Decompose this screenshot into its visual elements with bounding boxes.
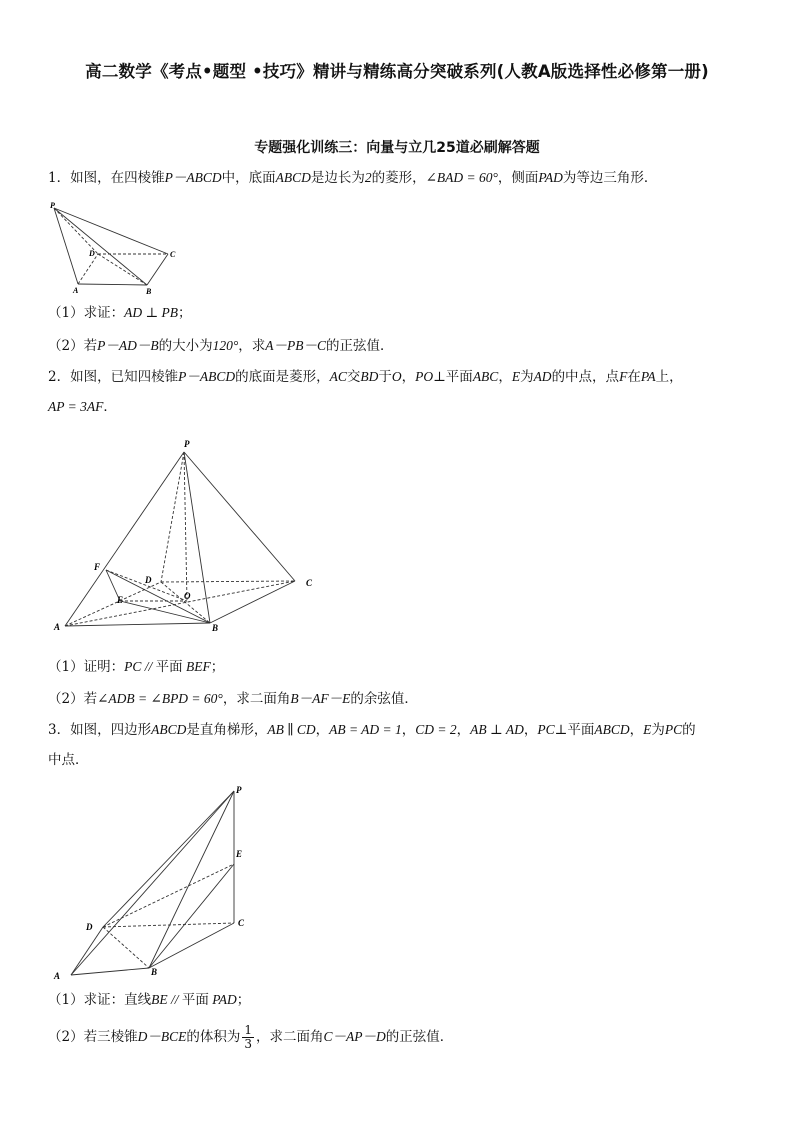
q2-label-O: O — [184, 591, 191, 601]
q2-statement: 2．如图，已知四棱锥P－ABCD的底面是菱形，AC交BD于O，PO⊥平面ABC，E为AD的中点，点F在PA上， — [48, 369, 683, 385]
q3-statement-line2: 中点． — [48, 752, 89, 768]
q2-part-1: （1）证明：PC // 平面 BEF； — [48, 659, 225, 675]
q3-part-1: （1）求证：直线BE // 平面 PAD； — [48, 992, 251, 1008]
q3-label-D: D — [86, 922, 93, 932]
q3-label-A: A — [54, 971, 61, 981]
q2-statement-line2: AP = 3AF． — [48, 399, 117, 415]
q3-label-B: B — [151, 967, 158, 977]
q2-label-P: P — [184, 439, 190, 449]
q3-pyramid-figure — [50, 782, 260, 982]
q2-part-2: （2）若∠ADB = ∠BPD = 60°，求二面角B－AF－E的余弦值． — [48, 691, 418, 707]
q3-label-E: E — [236, 849, 243, 859]
section-title: 专题强化训练三：向量与立几25道必刷解答题 — [254, 140, 540, 156]
q1-label-D: D — [89, 249, 95, 258]
q3-label-C: C — [238, 918, 245, 928]
q1-part-1: （1）求证：AD ⊥ PB； — [48, 305, 192, 321]
q2-label-E: E — [117, 595, 124, 605]
q1-label-P: P — [50, 201, 55, 210]
q3-part-2: （2）若三棱锥D－BCE的体积为 $\frac{1}{3}$ ，求二面角C－AP－D的正弦值． — [48, 1023, 454, 1051]
fraction-one-third: $\frac{1}{3}$ — [244, 1023, 252, 1051]
q2-label-B: B — [212, 623, 219, 633]
q3-statement: 3．如图，四边形ABCD是直角梯形，AB ∥ CD，AB = AD = 1，CD = 2，AB ⊥ AD，PC⊥平面ABCD，E为PC的 — [48, 722, 696, 738]
q2-label-D: D — [145, 575, 152, 585]
q1-pyramid-figure — [44, 198, 194, 298]
q1-label-C: C — [170, 250, 176, 259]
q2-label-A: A — [54, 622, 61, 632]
q2-label-C: C — [306, 578, 313, 588]
q2-label-F: F — [94, 562, 101, 572]
q2-pyramid-figure — [50, 432, 330, 637]
q1-label-A: A — [73, 286, 79, 295]
q1-label-B: B — [146, 287, 152, 296]
q1-statement: 1．如图，在四棱锥P－ABCD中，底面ABCD是边长为2的菱形，∠BAD = 60°，侧面PAD为等边三角形． — [48, 170, 658, 186]
document-header: 高二数学《考点•题型 •技巧》精讲与精练高分突破系列(人教A版选择性必修第一册) — [85, 62, 709, 81]
q1-part-2: （2）若P－AD－B的大小为120°，求A－PB－C的正弦值． — [48, 338, 394, 354]
q3-label-P: P — [236, 785, 242, 795]
